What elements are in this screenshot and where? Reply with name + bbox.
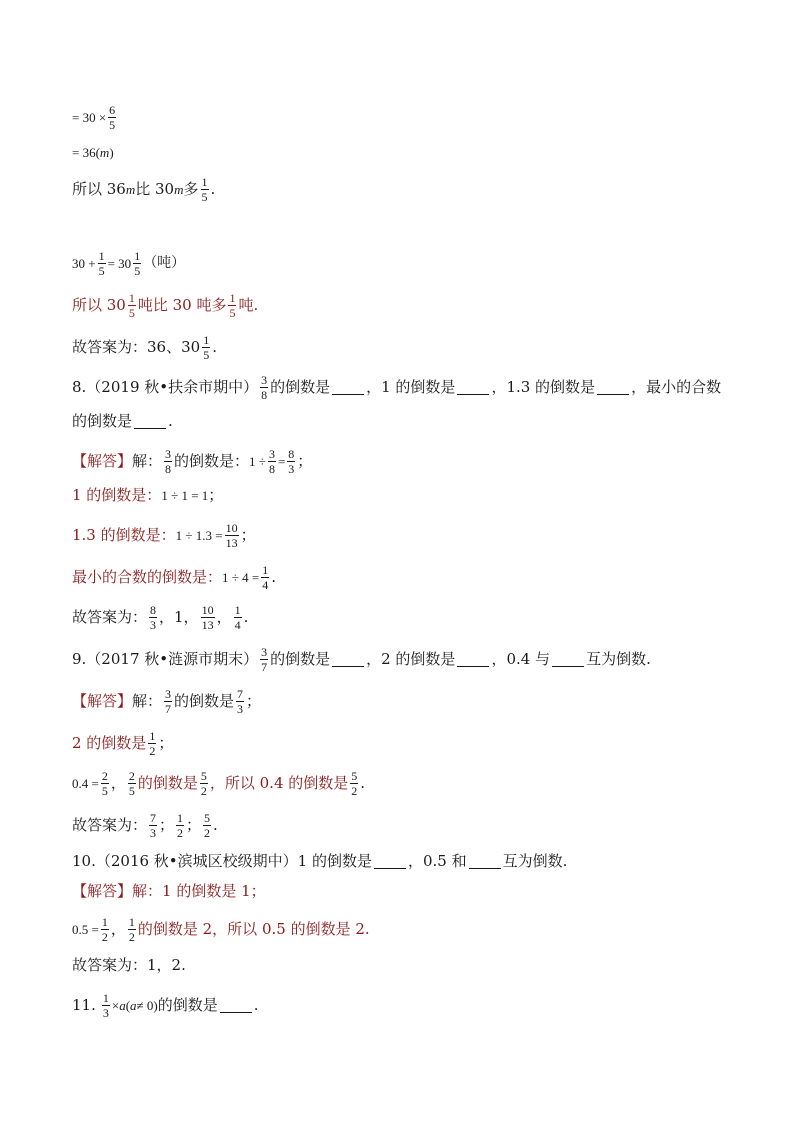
fraction: $\frac{1}{2}$ [101, 915, 108, 944]
fraction: $\frac{6}{5}$ [109, 103, 116, 132]
text: 解：1 的倒数是 1； [132, 882, 266, 900]
fraction: $\frac{5}{2}$ [204, 811, 211, 840]
fraction: $\frac{1}{4}$ [234, 603, 241, 632]
fraction: $\frac{1}{4}$ [262, 563, 269, 592]
fraction: $\frac{3}{8}$ [268, 447, 275, 476]
answer-blank[interactable] [552, 652, 584, 667]
variable: m [174, 182, 184, 197]
text: . [213, 816, 218, 834]
q10-answer-2 [72, 916, 370, 943]
expr-text: = 30 × [72, 110, 107, 125]
expr-text: = [277, 454, 286, 469]
text: 的倒数是 [157, 996, 218, 1014]
variable: a [119, 998, 126, 1013]
fraction: $\frac{1}{2}$ [128, 915, 135, 944]
q8-answer-2 [72, 488, 223, 503]
text: 最小的合数的倒数是： [72, 568, 223, 586]
fraction: $\frac{8}{3}$ [150, 603, 157, 632]
text: 所以 30 [72, 296, 126, 314]
text: ，2 的倒数是 [366, 650, 456, 668]
fraction: $\frac{3}{8}$ [165, 447, 172, 476]
expr-text: 0.5 = [72, 922, 99, 937]
text: 故答案为：36、30 [72, 338, 201, 356]
text: 多 [183, 180, 199, 198]
text: . [360, 774, 366, 792]
text: 1.3 的倒数是： [72, 526, 176, 544]
answer-blank[interactable] [332, 652, 364, 667]
question-head: 10.（2016 秋•滨城区校级期中）1 的倒数是 [72, 852, 372, 870]
text: 互为倒数. [502, 852, 568, 870]
text: ； [246, 692, 262, 710]
q9-final-answer [72, 812, 218, 839]
text: ，所以 0.4 的倒数是 [209, 774, 349, 792]
answer-line-7 [72, 334, 217, 361]
fraction: $\frac{1}{2}$ [177, 811, 184, 840]
q10-final-answer [72, 958, 186, 973]
answer-blank[interactable] [134, 414, 166, 429]
question-head: 8.（2019 秋•扶余市期中） [72, 378, 259, 396]
text: 的倒数是 2，所以 0.5 的倒数是 2. [137, 920, 370, 938]
answer-blank[interactable] [457, 652, 489, 667]
fraction: $\frac{1}{5}$ [201, 175, 208, 204]
conclusion-line-1 [72, 176, 215, 203]
fraction: $\frac{10}{13}$ [201, 603, 214, 632]
expr-text: × [111, 998, 120, 1013]
text: ； [297, 452, 313, 470]
calc-line-2 [72, 146, 114, 159]
answer-tag: 【解答】 [72, 882, 133, 900]
calc-line-3 [72, 250, 185, 277]
text: . [210, 180, 216, 198]
fraction: $\frac{1}{5}$ [98, 249, 105, 278]
answer-blank[interactable] [220, 998, 252, 1013]
variable: m [125, 182, 136, 197]
text: . [253, 996, 259, 1014]
text: 的倒数是： [174, 452, 250, 470]
answer-blank[interactable] [597, 380, 629, 395]
fraction: $\frac{1}{5}$ [203, 333, 210, 362]
text: 故答案为：1，2. [72, 956, 186, 974]
text: 的倒数是 [72, 412, 133, 430]
text: ，1 的倒数是 [366, 378, 456, 396]
q10-answer-1 [72, 884, 266, 899]
variable: m [99, 145, 110, 160]
fraction: $\frac{5}{2}$ [351, 769, 358, 798]
answer-tag: 【解答】 [72, 452, 133, 470]
fraction: $\frac{1}{2}$ [149, 729, 156, 758]
answer-tag: 【解答】 [72, 692, 133, 710]
question-head: 11. [72, 996, 96, 1014]
fraction: $\frac{2}{5}$ [128, 769, 135, 798]
text: 故答案为： [72, 608, 148, 626]
text: 解： [132, 452, 163, 470]
text: 故答案为： [72, 816, 148, 834]
text: ； [159, 816, 175, 834]
question-head: 9.（2017 秋•涟源市期末） [72, 650, 259, 668]
text: . [271, 568, 277, 586]
text: ， [110, 920, 126, 938]
expr-text: ( [125, 998, 131, 1013]
fraction: $\frac{1}{3}$ [102, 991, 109, 1020]
fraction: $\frac{1}{5}$ [229, 291, 236, 320]
text: 比 30 [135, 180, 175, 198]
text: 吨比 30 吨多 [137, 296, 227, 314]
text: . [168, 412, 173, 430]
text: ，1， [159, 608, 199, 626]
text: 的倒数是 [270, 650, 331, 668]
expr-text: 1 ÷ 1.3 = [175, 528, 223, 543]
text: ，0.4 与 [491, 650, 551, 668]
expr-text: 1 ÷ 4 = [222, 570, 260, 585]
question-11 [72, 992, 259, 1019]
q8-answer-1 [72, 448, 312, 475]
q9-answer-2 [72, 730, 173, 757]
question-9 [72, 646, 651, 673]
answer-blank[interactable] [332, 380, 364, 395]
fraction: $\frac{3}{7}$ [261, 645, 268, 674]
answer-blank[interactable] [469, 854, 501, 869]
calc-line-1 [72, 104, 118, 131]
expr-text: 1 ÷ [249, 454, 266, 469]
text: ，最小的合数 [631, 378, 722, 396]
text: 所以 36 [72, 180, 126, 198]
text: ； [186, 816, 202, 834]
text: ，0.5 和 [407, 852, 467, 870]
fraction: $\frac{8}{3}$ [288, 447, 295, 476]
question-8-cont [72, 414, 173, 429]
text: 的倒数是 [137, 774, 198, 792]
q9-answer-1 [72, 688, 261, 715]
expr-text: = 30 [107, 256, 132, 271]
text: ； [240, 526, 256, 544]
q8-final-answer [72, 604, 248, 631]
variable: a [130, 998, 137, 1013]
text: ，1.3 的倒数是 [491, 378, 596, 396]
question-8 [72, 374, 721, 401]
text: . [243, 608, 249, 626]
q9-answer-3 [72, 770, 365, 797]
q8-answer-3 [72, 522, 256, 549]
text: . [212, 338, 217, 356]
fraction: $\frac{5}{2}$ [200, 769, 207, 798]
text: 吨. [238, 296, 259, 314]
fraction: $\frac{10}{13}$ [225, 521, 238, 550]
text: ， [216, 608, 232, 626]
text: ； [208, 486, 224, 504]
expr-text: 30 + [72, 256, 96, 271]
fraction: $\frac{3}{7}$ [165, 687, 172, 716]
expr-text: 0.4 = [72, 776, 99, 791]
fraction: $\frac{3}{8}$ [261, 373, 268, 402]
answer-blank[interactable] [374, 854, 406, 869]
text: 的倒数是 [174, 692, 235, 710]
expr-text: ) [109, 145, 114, 160]
text: 解： [132, 692, 163, 710]
text: ； [158, 734, 174, 752]
answer-blank[interactable] [457, 380, 489, 395]
text: 2 的倒数是 [72, 734, 147, 752]
fraction: $\frac{1}{5}$ [134, 249, 141, 278]
fraction: $\frac{7}{3}$ [150, 811, 157, 840]
expr-text: 1 ÷ 1 = 1 [161, 488, 209, 503]
text: 的倒数是 [270, 378, 331, 396]
text: 1 的倒数是： [72, 486, 162, 504]
fraction: $\frac{7}{3}$ [237, 687, 244, 716]
text: 互为倒数. [586, 650, 651, 668]
expr-text: = 36( [72, 145, 100, 160]
expr-text: ≠ 0) [136, 998, 158, 1013]
fraction: $\frac{1}{5}$ [128, 291, 135, 320]
q8-answer-4 [72, 564, 276, 591]
fraction: $\frac{2}{5}$ [101, 769, 108, 798]
text: ， [110, 774, 126, 792]
question-10 [72, 854, 567, 869]
unit-text: （吨） [143, 255, 186, 271]
conclusion-line-2 [72, 292, 258, 319]
